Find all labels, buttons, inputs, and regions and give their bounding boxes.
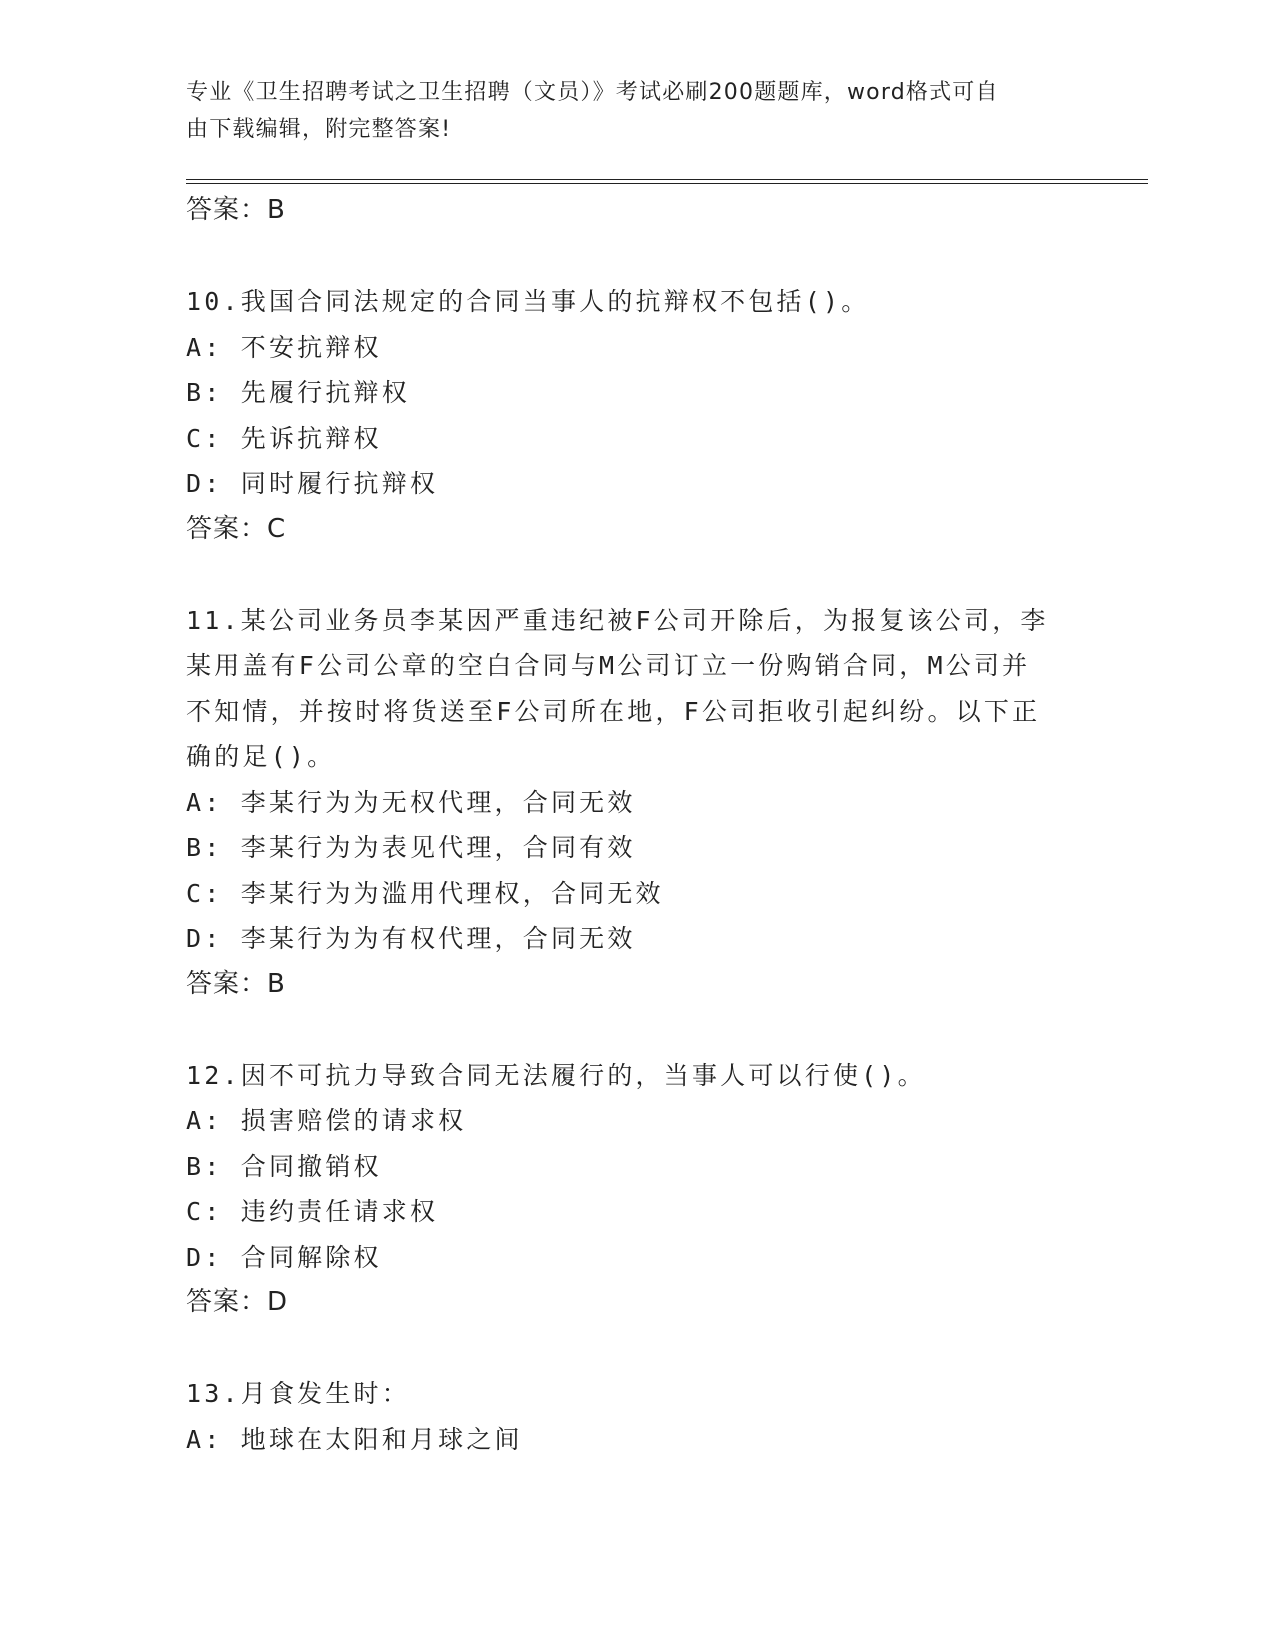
header-line-2: 由下载编辑，附完整答案! <box>186 117 452 142</box>
question-13 <box>186 1371 1086 1462</box>
option-a: A: 地球在太阳和月球之间 <box>186 1424 523 1454</box>
question-12 <box>186 1053 1086 1326</box>
option-c: C: 违约责任请求权 <box>186 1197 439 1226</box>
option-a: A: 不安抗辩权 <box>186 332 382 362</box>
header-line-1: 专业《卫生招聘考试之卫生招聘（文员）》考试必刷200题题库，word格式可自 <box>186 80 999 105</box>
option-d: D: 同时履行抗辩权 <box>186 469 439 498</box>
header-rule-top <box>186 179 1148 180</box>
previous-answer: 答案：B <box>186 195 286 225</box>
option-b: B: 先履行抗辩权 <box>186 378 410 407</box>
answer: 答案：B <box>186 968 286 999</box>
header-rule-bottom <box>186 183 1148 184</box>
option-d: D: 合同解除权 <box>186 1242 382 1272</box>
option-c: C: 先诉抗辩权 <box>186 423 382 453</box>
question-stem: 10.我国合同法规定的合同当事人的抗辩权不包括()。 <box>186 287 870 316</box>
question-10 <box>186 279 1086 552</box>
question-stem-line-1: 11.某公司业务员李某因严重违纪被F公司开除后，为报复该公司，李 <box>186 605 1049 635</box>
option-a: A: 损害赔偿的请求权 <box>186 1106 467 1135</box>
question-stem-line-4: 确的足()。 <box>186 742 336 771</box>
question-list <box>186 188 1086 1462</box>
question-stem: 13.月食发生时： <box>186 1379 410 1408</box>
option-b: B: 李某行为为表见代理，合同有效 <box>186 833 636 862</box>
question-stem: 12.因不可抗力导致合同无法履行的，当事人可以行使()。 <box>186 1060 926 1090</box>
option-c: C: 李某行为为滥用代理权，合同无效 <box>186 878 664 908</box>
option-b: B: 合同撤销权 <box>186 1151 382 1181</box>
option-d: D: 李某行为为有权代理，合同无效 <box>186 924 636 953</box>
question-stem-line-2: 某用盖有F公司公章的空白合同与M公司订立一份购销合同，M公司并 <box>186 651 1031 680</box>
document-header <box>186 74 1066 148</box>
answer: 答案：D <box>186 1287 289 1317</box>
option-a: A: 李某行为为无权代理，合同无效 <box>186 787 636 817</box>
question-stem-line-3: 不知情，并按时将货送至F公司所在地，F公司拒收引起纠纷。以下正 <box>186 696 1041 726</box>
answer: 答案：C <box>186 513 287 544</box>
question-11 <box>186 598 1086 1008</box>
